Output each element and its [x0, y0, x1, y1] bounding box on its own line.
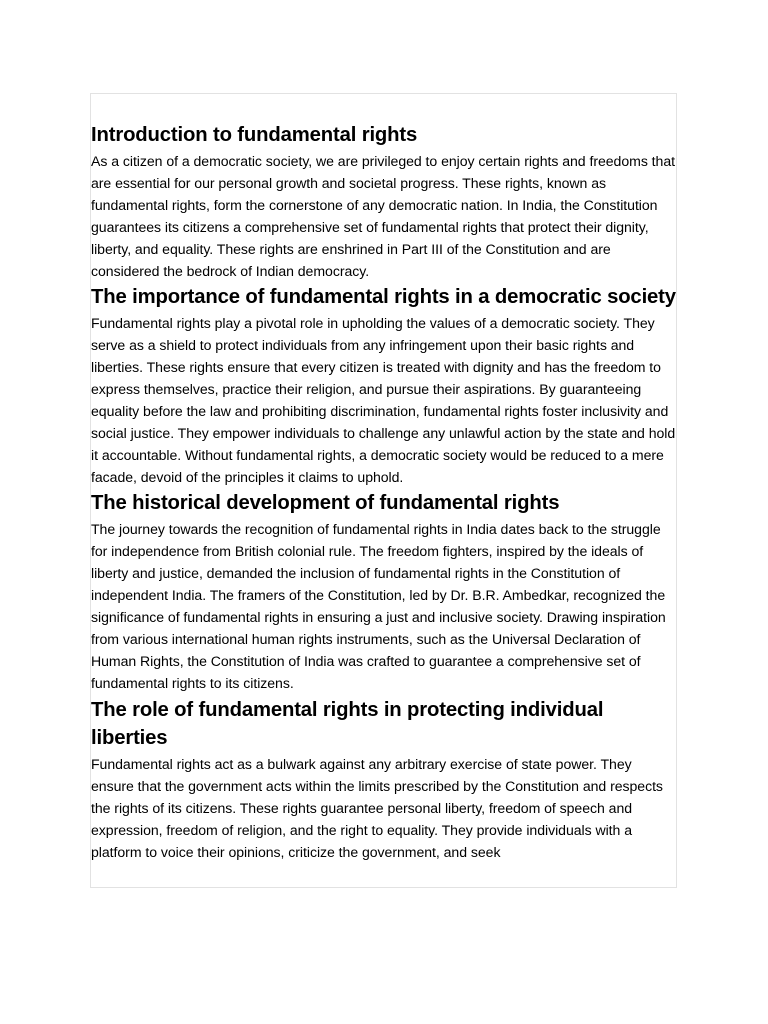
section-heading-role-protecting-liberties: The role of fundamental rights in protecting individual liberties	[91, 698, 604, 750]
section-body-historical-development: The journey towards the recognition of fundamental rights in India dates back to the struggle for independence from British colonial rule. The freedom fighters, inspired by the ideals of liberty and justice, demanded the inclusion of fundamental rights in the Constitution of independent India. The framers of the Constitution, led by Dr. B.R. Ambedkar, recognized the significance of fundamental rights in ensuring a just and inclusive society. Drawing inspiration from various international human rights instruments, such as the Universal Declaration of Human Rights, the Constitution of India was crafted to guarantee a comprehensive set of fundamental rights to its citizens.	[91, 520, 666, 692]
section-heading-historical-development: The historical development of fundamental rights	[91, 492, 560, 515]
section-body-role-protecting-liberties: Fundamental rights act as a bulwark against any arbitrary exercise of state power. They ensure that the government acts within the limits prescribed by the Constitution and respects the rights of its citizens. These rights guarantee personal liberty, freedom of speech and expression, freedom of religion, and the right to equality. They provide individuals with a platform to voice their opinions, criticize the government, and seek	[91, 755, 663, 860]
section-heading-introduction: Introduction to fundamental rights	[91, 124, 418, 146]
document-content	[91, 121, 677, 864]
document-page	[90, 93, 677, 888]
section-heading-importance: The importance of fundamental rights in a democratic society	[91, 286, 676, 309]
section-body-importance: Fundamental rights play a pivotal role in upholding the values of a democratic society. They serve as a shield to protect individuals from any infringement upon their basic rights and liberties. These rights ensure that every citizen is treated with dignity and has the freedom to express themselves, practice their religion, and pursue their aspirations. By guaranteeing equality before the law and prohibiting discrimination, fundamental rights foster inclusivity and social justice. They empower individuals to challenge any unlawful action by the state and hold it accountable. Without fundamental rights, a democratic society would be reduced to a mere facade, devoid of the principles it claims to uphold.	[91, 314, 676, 486]
section-body-introduction: As a citizen of a democratic society, we are privileged to enjoy certain rights and freedoms that are essential for our personal growth and societal progress. These rights, known as fundamental rights, form the cornerstone of any democratic nation. In India, the Constitution guarantees its citizens a comprehensive set of fundamental rights that protect their dignity, liberty, and equality. These rights are enshrined in Part III of the Constitution and are considered the bedrock of Indian democracy.	[91, 152, 675, 279]
